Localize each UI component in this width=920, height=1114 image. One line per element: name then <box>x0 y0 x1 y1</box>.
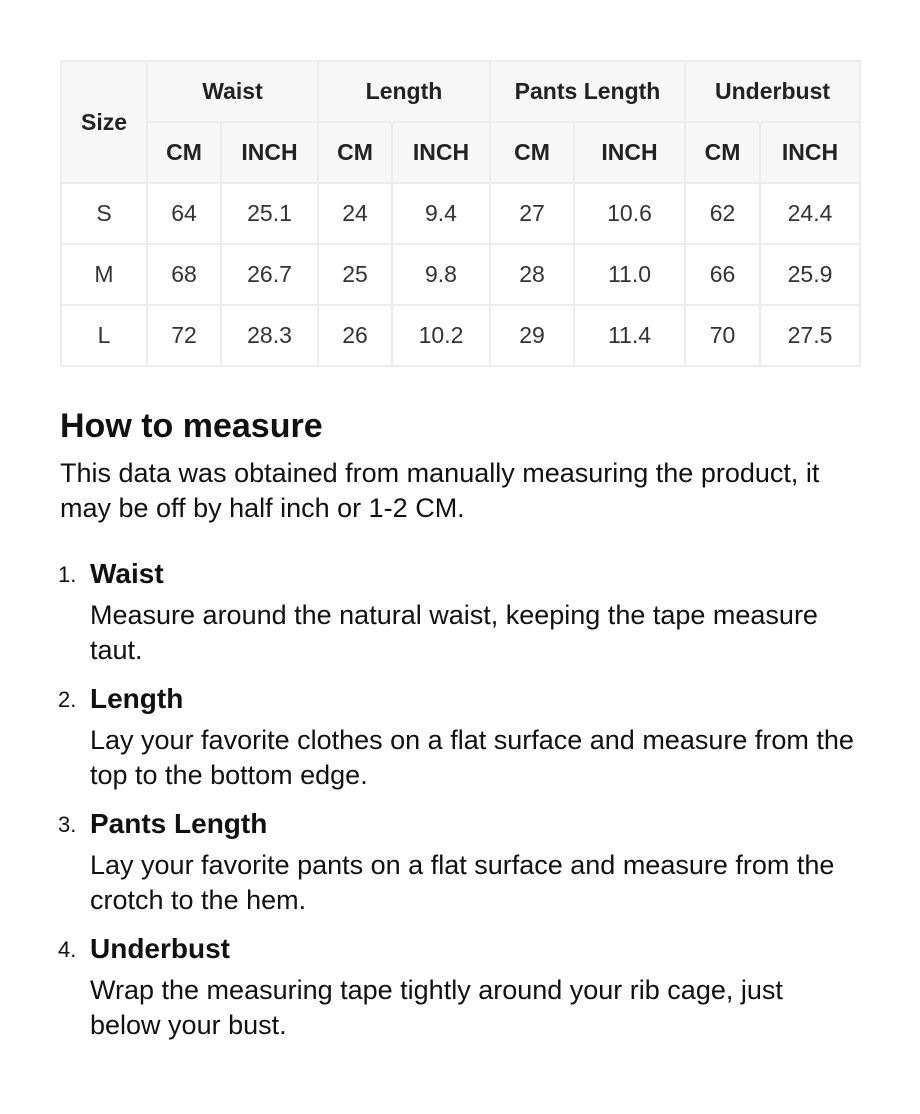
length-inch-cell: 10.2 <box>392 305 490 366</box>
how-to-measure-heading: How to measure <box>60 407 323 445</box>
size-cell: S <box>61 183 147 244</box>
step-description: Lay your favorite pants on a flat surface and measure from the crotch to the hem. <box>90 850 835 915</box>
step-number: 2. <box>58 687 77 712</box>
waist-inch-cell: 25.1 <box>221 183 318 244</box>
size-cell: L <box>61 305 147 366</box>
step-description: Lay your favorite clothes on a flat surface and measure from the top to the bottom edge. <box>90 725 854 790</box>
step-number: 3. <box>58 812 77 837</box>
underbust-inch-cell: 25.9 <box>760 244 860 305</box>
waist-group-header: Waist <box>147 61 318 122</box>
underbust-inch-header: INCH <box>760 122 860 183</box>
size-guide <box>60 60 860 1056</box>
waist-inch-cell: 28.3 <box>221 305 318 366</box>
waist-cm-cell: 64 <box>147 183 221 244</box>
waist-cm-cell: 72 <box>147 305 221 366</box>
length-group-header: Length <box>318 61 490 122</box>
length-inch-cell: 9.4 <box>392 183 490 244</box>
pants-length-group-header: Pants Length <box>490 61 685 122</box>
length-inch-cell: 9.8 <box>392 244 490 305</box>
list-item <box>60 806 860 918</box>
step-description: Measure around the natural waist, keeping the tape measure taut. <box>90 600 818 665</box>
pants-length-cm-cell: 28 <box>490 244 574 305</box>
step-title-waist: Waist <box>90 558 164 589</box>
table-unit-row <box>61 122 860 183</box>
length-cm-cell: 25 <box>318 244 392 305</box>
length-inch-header: INCH <box>392 122 490 183</box>
underbust-cm-cell: 70 <box>685 305 760 366</box>
pants-length-inch-cell: 11.0 <box>574 244 685 305</box>
step-number: 1. <box>58 562 77 587</box>
measure-intro-text: This data was obtained from manually measuring the product, it may be off by half inch or 1-2 CM. <box>60 458 820 523</box>
pants-length-inch-cell: 11.4 <box>574 305 685 366</box>
pants-length-inch-cell: 10.6 <box>574 183 685 244</box>
length-cm-cell: 26 <box>318 305 392 366</box>
step-description: Wrap the measuring tape tightly around your rib cage, just below your bust. <box>90 975 783 1040</box>
table-row <box>61 244 860 305</box>
size-chart-table <box>60 60 861 367</box>
pants-length-cm-header: CM <box>490 122 574 183</box>
waist-cm-cell: 68 <box>147 244 221 305</box>
list-item <box>60 931 860 1043</box>
table-row <box>61 305 860 366</box>
waist-cm-header: CM <box>147 122 221 183</box>
underbust-inch-cell: 27.5 <box>760 305 860 366</box>
table-row <box>61 183 860 244</box>
waist-inch-cell: 26.7 <box>221 244 318 305</box>
pants-length-inch-header: INCH <box>574 122 685 183</box>
step-number: 4. <box>58 937 77 962</box>
list-item <box>60 556 860 668</box>
underbust-cm-header: CM <box>685 122 760 183</box>
length-cm-header: CM <box>318 122 392 183</box>
size-column-header: Size <box>61 61 147 183</box>
step-title-pants-length: Pants Length <box>90 808 268 839</box>
underbust-cm-cell: 62 <box>685 183 760 244</box>
table-header-row <box>61 61 860 122</box>
pants-length-cm-cell: 27 <box>490 183 574 244</box>
underbust-cm-cell: 66 <box>685 244 760 305</box>
step-title-length: Length <box>90 683 184 714</box>
list-item <box>60 681 860 793</box>
measure-steps-list <box>60 556 860 1043</box>
size-cell: M <box>61 244 147 305</box>
underbust-group-header: Underbust <box>685 61 860 122</box>
underbust-inch-cell: 24.4 <box>760 183 860 244</box>
step-title-underbust: Underbust <box>90 933 230 964</box>
pants-length-cm-cell: 29 <box>490 305 574 366</box>
waist-inch-header: INCH <box>221 122 318 183</box>
length-cm-cell: 24 <box>318 183 392 244</box>
